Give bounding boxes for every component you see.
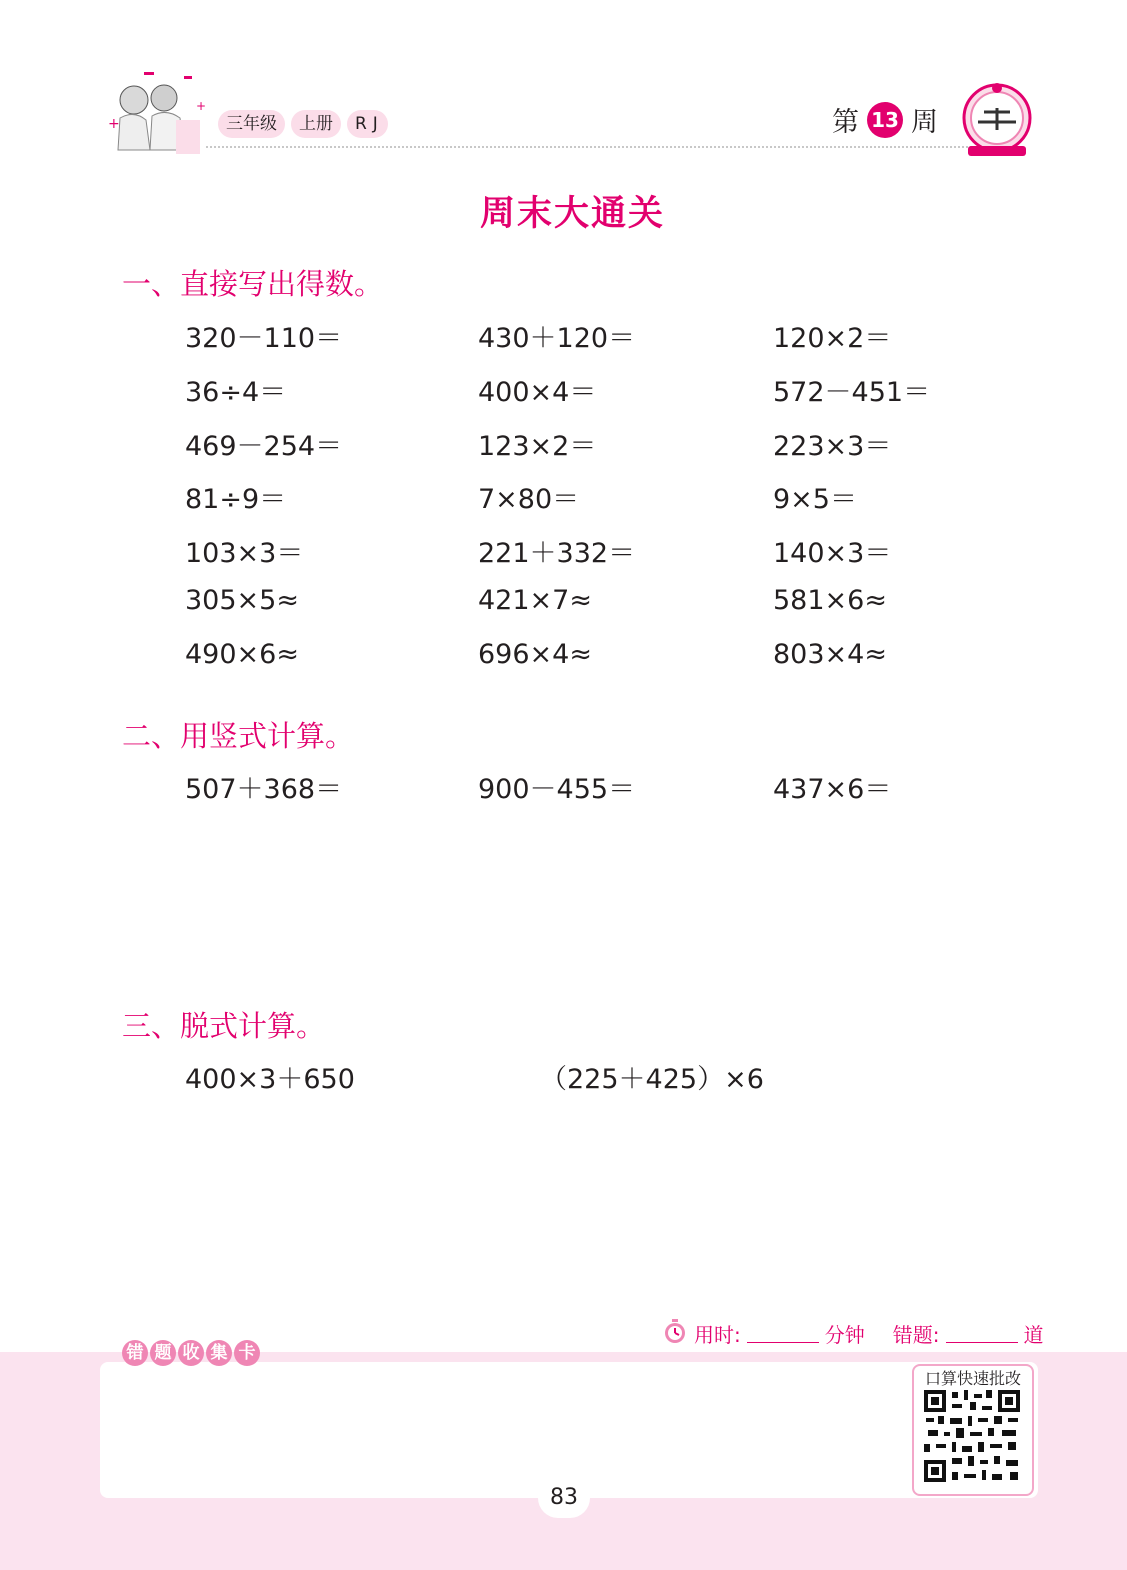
- week-indicator: [832, 100, 938, 139]
- grade-pill: 三年级: [218, 110, 285, 138]
- exercise-item: 400×4＝: [478, 377, 597, 408]
- qr-caption: 口算快速批改: [924, 1369, 1021, 1388]
- time-blank[interactable]: [747, 1324, 819, 1343]
- card-label: [122, 1340, 260, 1366]
- edition-pill: RJ: [347, 110, 388, 138]
- card-label-char: 错: [122, 1340, 148, 1366]
- exercise-item: 507＋368＝: [185, 774, 343, 805]
- week-prefix: 第: [832, 107, 859, 138]
- exercise-item: 7×80＝: [478, 484, 580, 515]
- card-label-char: 集: [206, 1340, 232, 1366]
- exercise-item: 572－451＝: [773, 377, 931, 408]
- qr-code-icon[interactable]: [922, 1388, 1022, 1484]
- exercise-item: 900－455＝: [478, 774, 636, 805]
- card-label-char: 卡: [234, 1340, 260, 1366]
- time-label: 用时:: [694, 1323, 741, 1347]
- section-heading-3: 三、脱式计算。: [122, 1009, 326, 1043]
- exercise-item: 9×5＝: [773, 484, 857, 515]
- exercise-item: 123×2＝: [478, 431, 597, 462]
- svg-text:+: +: [196, 99, 206, 113]
- exercise-item: 421×7≈: [478, 585, 592, 616]
- errors-unit: 道: [1023, 1323, 1044, 1347]
- exercise-item: 221＋332＝: [478, 538, 636, 569]
- exercise-item: 430＋120＝: [478, 323, 636, 354]
- exercise-item: 36÷4＝: [185, 377, 287, 408]
- page-title: 周末大通关: [479, 194, 665, 234]
- exercise-item: 223×3＝: [773, 431, 892, 462]
- time-errors-record: [662, 1318, 1044, 1349]
- card-label-char: 收: [178, 1340, 204, 1366]
- exercise-item: 120×2＝: [773, 323, 892, 354]
- errors-label: 错题:: [892, 1323, 940, 1347]
- week-suffix: 周: [911, 107, 938, 138]
- exercise-item: 320－110＝: [185, 323, 343, 354]
- page-number: 83: [538, 1478, 590, 1518]
- brand-seal-icon: [960, 78, 1034, 160]
- exercise-item: 140×3＝: [773, 538, 892, 569]
- exercise-item: 103×3＝: [185, 538, 304, 569]
- exercise-item: 803×4≈: [773, 639, 887, 670]
- grade-info: [218, 110, 388, 138]
- week-number-badge: 13: [867, 102, 903, 138]
- svg-text:+: +: [108, 116, 120, 132]
- exercise-item: 469－254＝: [185, 431, 343, 462]
- time-unit: 分钟: [824, 1323, 865, 1347]
- exercise-item: 696×4≈: [478, 639, 592, 670]
- exercise-item: （225＋425）×6: [540, 1064, 764, 1095]
- volume-pill: 上册: [291, 110, 341, 138]
- kids-illustration-icon: [106, 70, 206, 156]
- exercise-item: 400×3＋650: [185, 1064, 355, 1095]
- section-heading-1: 一、直接写出得数。: [122, 267, 384, 301]
- exercise-item: 490×6≈: [185, 639, 299, 670]
- exercise-item: 305×5≈: [185, 585, 299, 616]
- exercise-item: 581×6≈: [773, 585, 887, 616]
- exercise-item: 81÷9＝: [185, 484, 287, 515]
- header-divider: [206, 146, 976, 148]
- errors-blank[interactable]: [946, 1324, 1018, 1343]
- section-heading-2: 二、用竖式计算。: [122, 719, 355, 753]
- exercise-item: 437×6＝: [773, 774, 892, 805]
- stopwatch-icon: [662, 1318, 688, 1349]
- card-label-char: 题: [150, 1340, 176, 1366]
